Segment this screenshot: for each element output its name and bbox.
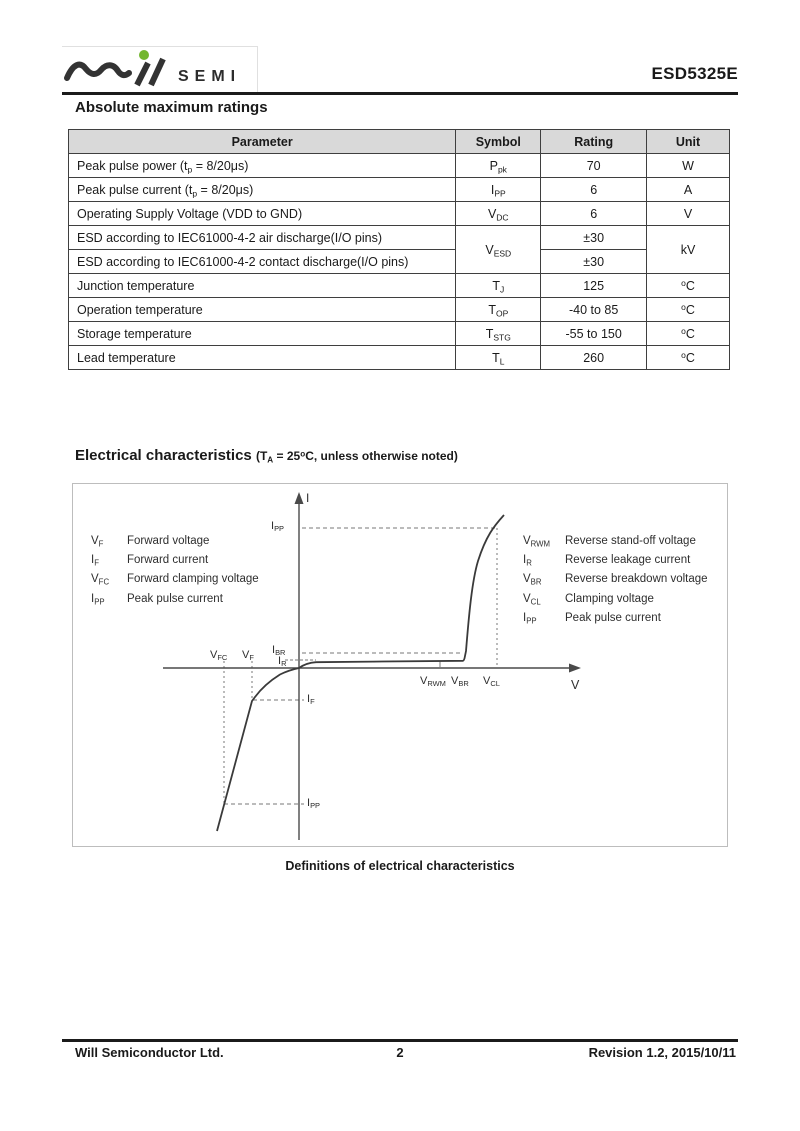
value-cell: $T_{STG}$: [456, 322, 541, 346]
value-cell: $I_{PP}$: [456, 178, 541, 202]
legend-description: Clamping voltage: [565, 592, 654, 605]
value-cell: $V_{ESD}$: [456, 226, 541, 274]
value-cell: $T_L$: [456, 346, 541, 370]
label-vrwm: $V_{RWM}$: [420, 675, 446, 689]
legend-symbol: $V_{CL}$: [523, 592, 541, 607]
legend-description: Forward clamping voltage: [127, 573, 259, 586]
x-axis-label: V: [571, 678, 580, 692]
footer-revision: Revision 1.2, 2015/10/11: [588, 1045, 736, 1060]
legend-description: Reverse leakage current: [565, 554, 691, 567]
label-ibr: $I_{BR}$: [272, 644, 286, 658]
value-cell: ±30: [541, 226, 647, 250]
table-row: [69, 202, 730, 226]
company-logo: [62, 46, 258, 92]
legend-symbol: $V_{FC}$: [91, 573, 110, 587]
parameter-cell: Operating Supply Voltage (VDD to GND): [69, 202, 456, 226]
table-row: [69, 250, 730, 274]
table-header-cell: Symbol: [456, 130, 541, 154]
value-cell: 70: [541, 154, 647, 178]
value-cell: -40 to 85: [541, 298, 647, 322]
label-ipp-top: $I_{PP}$: [271, 520, 285, 534]
value-cell: $^o$C: [647, 298, 730, 322]
logo-semi-text: SEMI: [178, 68, 242, 85]
value-cell: $^o$C: [647, 274, 730, 298]
table-header-cell: Unit: [647, 130, 730, 154]
value-cell: 260: [541, 346, 647, 370]
table-row: [69, 154, 730, 178]
value-cell: V: [647, 202, 730, 226]
value-cell: $T_J$: [456, 274, 541, 298]
parameter-cell: Storage temperature: [69, 322, 456, 346]
value-cell: $V_{DC}$: [456, 202, 541, 226]
parameter-cell: Peak pulse current $(t_p = 8/20\mu s)$: [69, 178, 456, 202]
table-header-cell: Parameter: [69, 130, 456, 154]
elec-title: [75, 447, 458, 464]
logo-green-dot: [139, 50, 149, 60]
legend-description: Forward voltage: [127, 534, 210, 547]
legend-row: [91, 550, 259, 569]
parameter-cell: ESD according to IEC61000-4-2 contact discharge(I/O pins): [69, 250, 456, 274]
legend-symbol: $I_{PP}$: [91, 592, 105, 607]
logo-slash-1: [137, 63, 148, 85]
legend-symbol: $V_F$: [91, 534, 104, 549]
legend-symbol: $I_{PP}$: [523, 612, 537, 626]
logo-slash-2: [151, 59, 163, 85]
legend-reverse: [523, 531, 708, 628]
table-row: [69, 226, 730, 250]
legend-row: [523, 550, 708, 569]
table-header-cell: Rating: [541, 130, 647, 154]
legend-forward: [91, 531, 259, 609]
part-number: ESD5325E: [651, 64, 738, 83]
value-cell: $T_{OP}$: [456, 298, 541, 322]
legend-row: [91, 589, 259, 608]
elec-title-text: Electrical characteristics: [75, 447, 252, 464]
label-ipp-bottom: $I_{PP}$: [307, 797, 321, 811]
table-header-row: [69, 130, 730, 154]
logo-wave: [67, 65, 129, 78]
value-cell: $P_{pk}$: [456, 154, 541, 178]
footer-company: Will Semiconductor Ltd.: [75, 1045, 224, 1060]
legend-description: Reverse breakdown voltage: [565, 573, 708, 586]
label-vbr: $V_{BR}$: [451, 675, 469, 689]
vi-characteristics-figure: [72, 483, 728, 847]
value-cell: A: [647, 178, 730, 202]
header-rule: [62, 92, 738, 95]
legend-symbol: $I_F$: [91, 554, 99, 568]
abs-max-title: Absolute maximum ratings: [75, 99, 268, 116]
legend-description: Peak pulse current: [127, 592, 223, 605]
label-vf: $V_F$: [242, 649, 254, 663]
table-row: [69, 298, 730, 322]
parameter-cell: ESD according to IEC61000-4-2 air discharge(I/O pins): [69, 226, 456, 250]
legend-symbol: $I_R$: [523, 554, 532, 568]
parameter-cell: Operation temperature: [69, 298, 456, 322]
footer-page-number: 2: [396, 1045, 404, 1060]
value-cell: $^o$C: [647, 346, 730, 370]
table-row: [69, 346, 730, 370]
table-row: [69, 322, 730, 346]
parameter-cell: Lead temperature: [69, 346, 456, 370]
will-semi-logo-graphic: [62, 47, 256, 91]
legend-description: Peak pulse current: [565, 612, 661, 625]
label-if: $I_F$: [307, 693, 315, 707]
abs-max-table: [68, 129, 730, 370]
legend-symbol: $V_{RWM}$: [523, 534, 551, 549]
legend-row: [523, 609, 708, 628]
footer-rule: [62, 1039, 738, 1042]
label-vfc: $V_{FC}$: [210, 649, 228, 663]
label-ir: $I_R$: [278, 655, 287, 669]
value-cell: 6: [541, 202, 647, 226]
legend-symbol: $V_{BR}$: [523, 573, 542, 587]
value-cell: 125: [541, 274, 647, 298]
value-cell: W: [647, 154, 730, 178]
y-axis-label: I: [306, 491, 310, 505]
legend-description: Forward current: [127, 554, 209, 567]
vi-curve: [217, 515, 504, 831]
parameter-cell: Peak pulse power $(t_p = 8/20\mu s)$: [69, 154, 456, 178]
value-cell: -55 to 150: [541, 322, 647, 346]
legend-row: [523, 589, 708, 608]
value-cell: ±30: [541, 250, 647, 274]
value-cell: kV: [647, 226, 730, 274]
elec-title-note: ($T_A = 25^oC$, unless otherwise noted): [255, 449, 458, 465]
legend-row: [523, 531, 708, 550]
parameter-cell: Junction temperature: [69, 274, 456, 298]
value-cell: $^o$C: [647, 322, 730, 346]
label-vcl: $V_{CL}$: [483, 675, 500, 689]
legend-description: Reverse stand-off voltage: [565, 534, 696, 547]
table-row: [69, 178, 730, 202]
legend-row: [91, 570, 259, 589]
legend-row: [523, 570, 708, 589]
value-cell: 6: [541, 178, 647, 202]
legend-row: [91, 531, 259, 550]
table-row: [69, 274, 730, 298]
reference-dashed-lines: [224, 528, 497, 804]
figure-caption: Definitions of electrical characteristics: [285, 859, 515, 873]
